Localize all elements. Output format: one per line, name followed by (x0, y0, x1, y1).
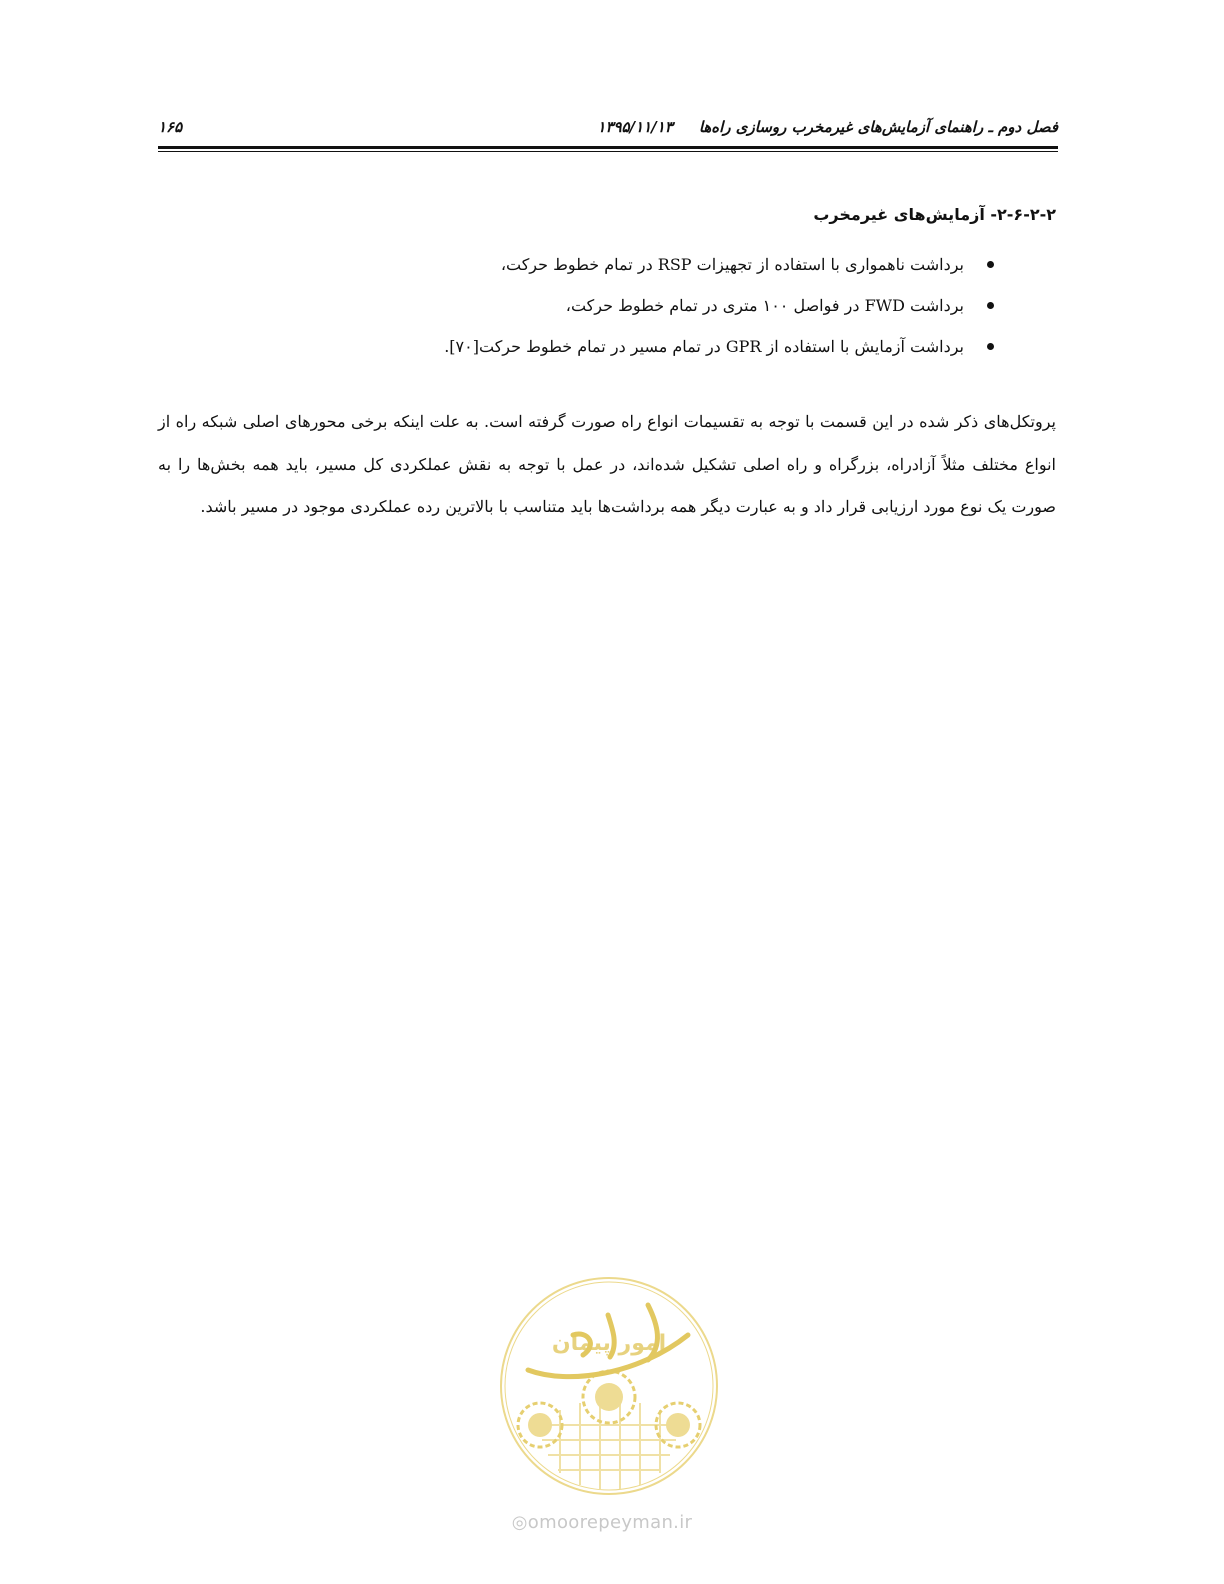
main-content (158, 200, 1056, 545)
chapter-title: فصل دوم ـ راهنمای آزمایش‌های غیرمخرب روسازی راه‌ها (698, 118, 1058, 136)
page-number: ۱۶۵ (158, 118, 183, 136)
header-rule (158, 146, 1058, 149)
list-item (158, 244, 994, 285)
list-item-text: برداشت ناهمواری با استفاده از تجهیزات RSP در تمام خطوط حرکت، (500, 255, 964, 274)
list-item (158, 326, 994, 367)
list-item (158, 285, 994, 326)
running-header (597, 118, 1058, 136)
bullet-icon (987, 343, 994, 350)
bullet-icon (987, 302, 994, 309)
body-paragraph: پروتکل‌های ذکر شده در این قسمت با توجه به تقسیمات انواع راه صورت گرفته است. به علت اینکه برخی محورهای اصلی شبکه راه از انواع مختلف مثلاً آزادراه، بزرگراه و راه اصلی تشکیل شده‌اند، در عمل با توجه به نقش عملکردی کل مسیر، باید همه بخش‌ها را به صورت یک نوع مورد ارزیابی قرار داد و به عبارت دیگر همه برداشت‌ها باید متناسب با بالاترین رده عملکردی موجود در مسیر باشد. (158, 412, 1056, 516)
page-header (158, 118, 1058, 158)
watermark-url: ◎omoorepeyman.ir (511, 1512, 693, 1533)
list-item-text: برداشت آزمایش با استفاده از GPR در تمام مسیر در تمام خطوط حرکت[۷۰]. (444, 337, 964, 356)
header-rule-thin (158, 151, 1058, 152)
section-heading: ۲-۶-۲-۲- آزمایش‌های غیرمخرب (813, 205, 1056, 224)
bullet-list (158, 244, 1056, 367)
watermark-seal-text: امور پیمان (551, 1331, 667, 1356)
watermark-seal-icon (498, 1275, 720, 1497)
header-date: ۱۳۹۵/۱۱/۱۳ (597, 118, 673, 136)
list-item-text: برداشت FWD در فواصل ۱۰۰ متری در تمام خطوط حرکت، (565, 296, 964, 315)
watermark-url-text: omoorepeyman.ir (527, 1512, 693, 1533)
bullet-icon (987, 261, 994, 268)
